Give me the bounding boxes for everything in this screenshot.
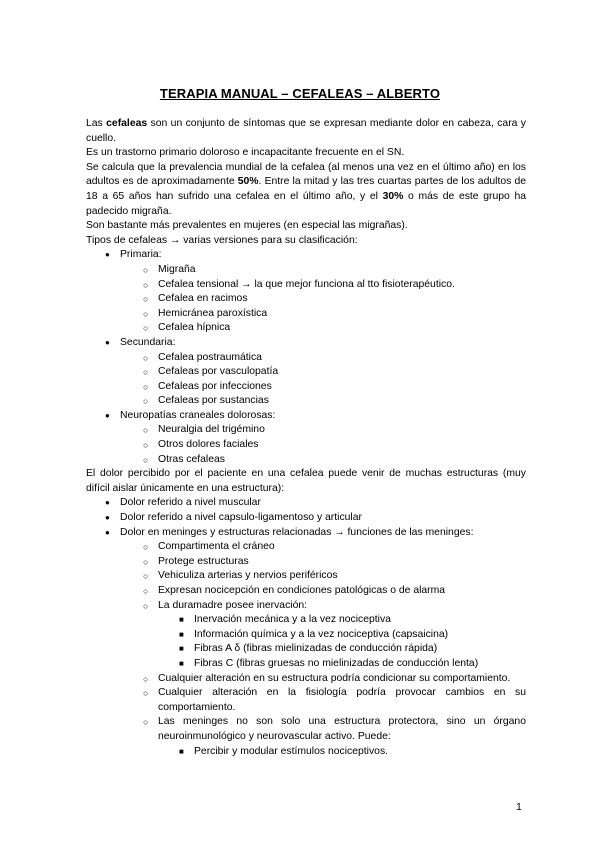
primaria-sublist	[120, 263, 526, 336]
neuropatias-sublist	[120, 423, 526, 467]
meninges-sublist	[120, 540, 526, 759]
list-item-secundaria	[86, 336, 526, 409]
neuropatias-label: Neuropatías craneales dolorosas:	[120, 409, 276, 421]
list-item-meninges	[86, 526, 526, 760]
document-body	[86, 117, 526, 759]
list-item: ○ Protege estructuras	[120, 555, 526, 570]
page-number: 1	[516, 801, 522, 813]
paragraph-prevalencia	[86, 161, 526, 219]
paragraph-mujeres: Son bastante más prevalentes en mujeres (en especial las migrañas).	[86, 220, 408, 232]
list-item-neuropatias	[86, 409, 526, 467]
meninges-label: Dolor en meninges y estructuras relacionadas → funciones de las meninges:	[120, 526, 474, 538]
sources-list	[86, 496, 526, 759]
list-item: ○ Compartimenta el cráneo	[120, 540, 526, 555]
secundaria-sublist	[120, 351, 526, 409]
list-item: ○ Cefalea hípnica	[120, 321, 526, 336]
list-item: ■ Fibras A δ (fibras mielinizadas de conducción rápida)	[158, 642, 526, 657]
primaria-label: Primaria:	[120, 249, 162, 261]
duramadre-label: La duramadre posee inervación:	[158, 599, 308, 611]
prevalencia-30: 30%	[382, 190, 404, 202]
list-item: ○ Otras cefaleas	[120, 453, 526, 468]
list-item-primaria	[86, 248, 526, 336]
list-item: ○ Cefaleas por vasculopatía	[120, 365, 526, 380]
prevalencia-text-c: . Entre la mitad y las tres cuartas partes de los adultos de 18 a 65 años han sufrido una cefalea en el último año, y el	[86, 176, 527, 202]
list-item: ○ Cualquier alteración en la fisiología podría provocar cambios en su comportamiento.	[120, 686, 526, 715]
paragraph-dolor-percibido: El dolor percibido por el paciente en una cefalea puede venir de muchas estructuras (muy difícil aislar únicamente en una estructura):	[86, 468, 526, 494]
organo-label: Las meninges no son solo una estructura protectora, sino un órgano neuroinmunológico y neurovascular activo. Puede:	[158, 716, 526, 742]
list-item: ■ Fibras C (fibras gruesas no mielinizadas de conducción lenta)	[158, 657, 526, 672]
prevalencia-text-e: o más de este grupo ha padecido migraña.	[86, 190, 527, 217]
list-item: ○ Migraña	[120, 263, 526, 278]
prevalencia-text-a: Se calcula que la prevalencia mundial de la cefalea (al menos una vez en el último año) en los adultos es de aproximadamente	[86, 161, 526, 188]
page-title: TERAPIA MANUAL – CEFALEAS – ALBERTO	[159, 86, 441, 101]
secundaria-label: Secundaria:	[120, 336, 176, 348]
list-item: ○ Cualquier alteración en su estructura podría condicionar su comportamiento.	[120, 672, 526, 687]
intro-bold-term: cefaleas	[106, 118, 148, 129]
types-list	[86, 248, 526, 467]
prevalencia-50: 50%	[237, 176, 259, 188]
list-item-muscular: ● Dolor referido a nivel muscular	[86, 496, 526, 511]
paragraph-trastorno: Es un trastorno primario doloroso e incapacitante frecuente en el SN.	[86, 147, 405, 159]
list-item-capsulo: ● Dolor referido a nivel capsulo-ligamentoso y articular	[86, 511, 526, 526]
list-item: ○ Cefalea tensional → la que mejor funciona al tto fisioterapéutico.	[120, 278, 526, 293]
list-item: ○ Vehiculiza arterias y nervios periféricos	[120, 569, 526, 584]
list-item-duramadre	[120, 599, 526, 672]
paragraph-tipos: Tipos de cefaleas → varias versiones para su clasificación:	[86, 234, 358, 246]
list-item-organo	[120, 715, 526, 759]
list-item: ○ Cefaleas por sustancias	[120, 394, 526, 409]
intro-paragraph	[86, 117, 526, 146]
organo-sublist	[158, 745, 526, 760]
duramadre-sublist	[158, 613, 526, 671]
list-item: ○ Neuralgia del trigémino	[120, 423, 526, 438]
list-item: ○ Hemicránea paroxística	[120, 307, 526, 322]
list-item: ■ Información química y a la vez nociceptiva (capsaicina)	[158, 628, 526, 643]
list-item: ○ Cefalea en racimos	[120, 292, 526, 307]
intro-rest: son un conjunto de síntomas que se expresan mediante dolor en cabeza, cara y cuello.	[86, 118, 526, 144]
list-item: ○ Expresan nocicepción en condiciones patológicas o de alarma	[120, 584, 526, 599]
list-item: ○ Otros dolores faciales	[120, 438, 526, 453]
intro-lead: Las	[86, 118, 107, 129]
list-item: ■ Percibir y modular estímulos nociceptivos.	[158, 745, 526, 760]
list-item: ○ Cefaleas por infecciones	[120, 380, 526, 395]
list-item: ■ Inervación mecánica y a la vez nociceptiva	[158, 613, 526, 628]
list-item: ○ Cefalea postraumática	[120, 351, 526, 366]
